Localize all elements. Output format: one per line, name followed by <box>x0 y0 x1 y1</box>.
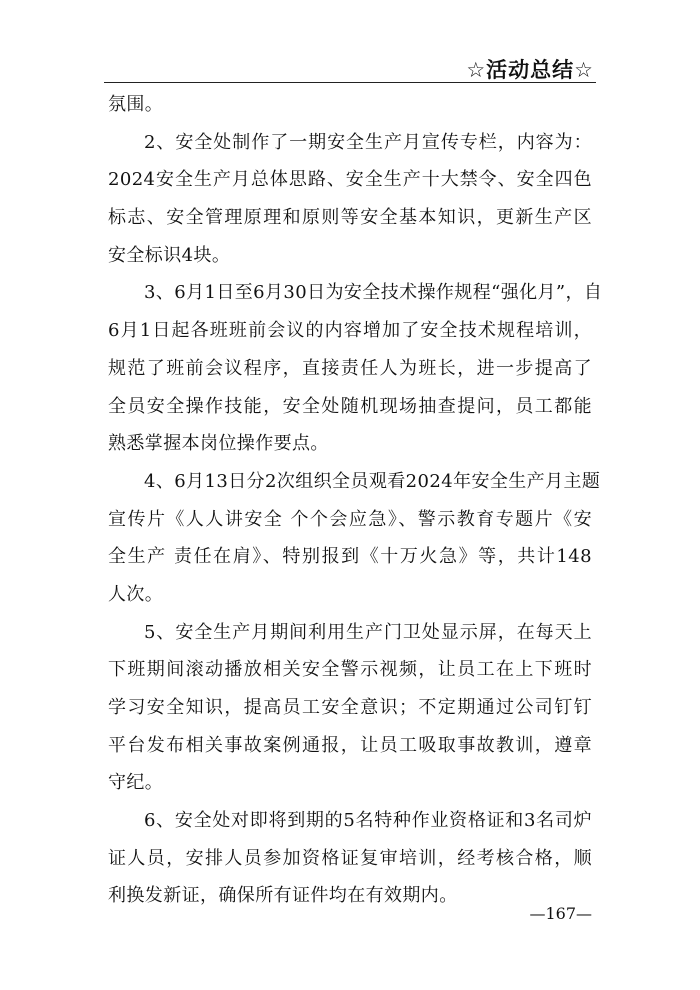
paragraph <box>108 274 603 462</box>
text-line: 宣传片《人人讲安全 个个会应急》、警示教育专题片《安 <box>108 508 592 530</box>
paragraph <box>108 802 592 915</box>
text-line: 2、安全处制作了一期安全生产月宣传专栏，内容为： <box>144 131 592 153</box>
text-line: 熟悉掌握本岗位操作要点。 <box>108 433 329 455</box>
paragraph <box>108 614 592 802</box>
text-line: 人次。 <box>108 583 164 605</box>
document-body <box>108 86 603 915</box>
text-line: 证人员，安排人员参加资格证复审培训，经考核合格，顺 <box>108 847 592 869</box>
paragraph <box>108 463 601 614</box>
text-line: 5、安全生产月期间利用生产门卫处显示屏，在每天上 <box>144 621 592 643</box>
text-line: 2024安全生产月总体思路、安全生产十大禁令、安全四色 <box>108 169 592 191</box>
text-line: 全员安全操作技能，安全处随机现场抽查提问，员工都能 <box>108 395 592 417</box>
text-line: 3、6月1日至6月30日为安全技术操作规程“强化月”，自 <box>144 282 603 304</box>
page-number: —167— <box>529 904 592 923</box>
paragraph <box>108 124 592 275</box>
text-line: 利换发新证，确保所有证件均在有效期内。 <box>108 885 458 907</box>
header-rule <box>104 82 596 83</box>
text-line: 6、安全处对即将到期的5名特种作业资格证和3名司炉 <box>144 810 592 832</box>
text-line: 守纪。 <box>108 772 164 794</box>
paragraph <box>108 86 592 124</box>
text-line: 规范了班前会议程序，直接责任人为班长，进一步提高了 <box>108 357 592 379</box>
text-line: 6月1日起各班班前会议的内容增加了安全技术规程培训， <box>108 320 592 342</box>
page-header-title: ☆活动总结☆ <box>466 58 594 82</box>
text-line: 安全标识4块。 <box>108 244 231 266</box>
text-line: 氛围。 <box>108 94 164 115</box>
text-line: 标志、安全管理原理和原则等安全基本知识，更新生产区 <box>108 207 592 229</box>
text-line: 全生产 责任在肩》、特别报到《十万火急》等，共计148 <box>108 546 592 568</box>
text-line: 4、6月13日分2次组织全员观看2024年安全生产月主题 <box>144 470 601 492</box>
text-line: 平台发布相关事故案例通报，让员工吸取事故教训，遵章 <box>108 734 592 756</box>
text-line: 下班期间滚动播放相关安全警示视频，让员工在上下班时 <box>108 659 592 681</box>
text-line: 学习安全知识，提高员工安全意识；不定期通过公司钉钉 <box>108 697 592 718</box>
